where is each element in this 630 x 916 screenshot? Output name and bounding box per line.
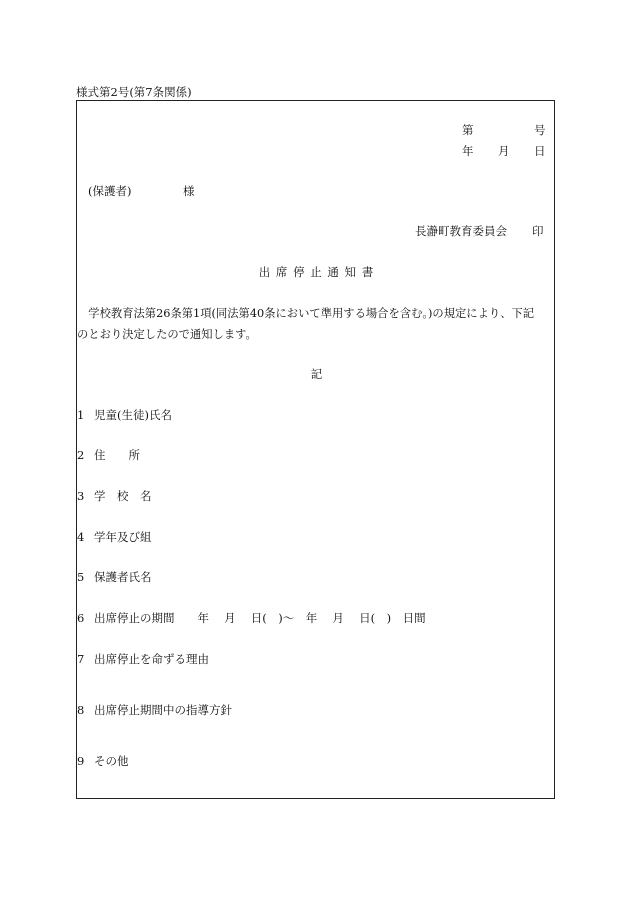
item-row [77,753,129,769]
body-line-1: 学校教育法第26条第1項(同法第40条において準用する場合を含む。)の規定により、下記 [77,307,535,320]
seal-mark: 印 [532,224,544,238]
item-row [77,447,140,463]
item-row [77,488,152,504]
item-row [77,702,232,718]
item-row [77,651,209,667]
form-number-label: 様式第2号(第7条関係) [76,85,192,99]
number-suffix: 号 [534,123,546,137]
document-title: 出 席 停 止 通 知 書 [258,265,375,279]
item-number: 3 [77,489,85,503]
item-row [77,529,152,545]
item-number: 8 [77,703,85,717]
item-number: 5 [77,570,85,584]
ki-heading: 記 [310,367,323,381]
item-label: その他 [94,754,129,768]
guardian-label: (保護者) [88,184,132,198]
notice-frame [76,100,555,799]
item-label: 出席停止期間中の指導方針 [94,703,232,717]
item-label: 出席停止を命ずる理由 [94,652,209,666]
honorific-sama: 様 [183,184,195,198]
item-number: 4 [77,530,85,544]
date-month: 月 [498,144,510,158]
item-number: 9 [77,754,85,768]
item-number: 7 [77,652,85,666]
body-line-2: のとおり決定したので通知します。 [77,328,257,341]
item-row [77,407,172,423]
item-label: 出席停止の期間 年 月 日( )～ 年 月 日( ) 日間 [94,611,426,625]
number-prefix: 第 [462,123,474,137]
item-label: 児童(生徒)氏名 [94,408,172,422]
item-label: 学年及び組 [94,530,152,544]
item-row [77,569,152,585]
date-day: 日 [534,144,546,158]
item-label: 学 校 名 [94,489,152,503]
item-label: 住 所 [94,448,140,462]
item-number: 1 [77,408,85,422]
date-year: 年 [462,144,474,158]
item-number: 2 [77,448,85,462]
item-label: 保護者氏名 [94,570,152,584]
issuer-name: 長瀞町教育委員会 [415,224,507,238]
item-number: 6 [77,611,85,625]
item-row [77,610,426,626]
